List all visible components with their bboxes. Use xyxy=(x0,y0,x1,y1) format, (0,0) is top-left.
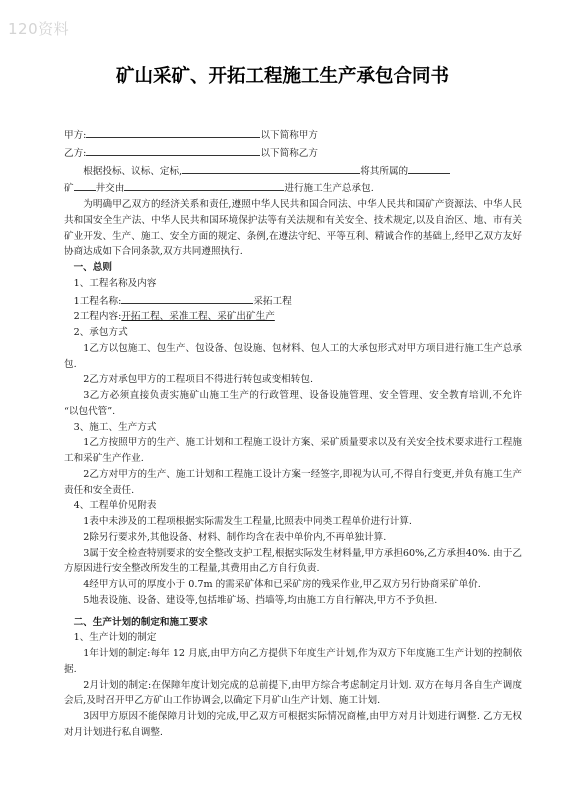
mine-blank[interactable] xyxy=(74,179,96,191)
intro-text: 矿 xyxy=(64,183,74,195)
intro-text: 井交由 xyxy=(95,183,125,195)
document-title: 矿山采矿、开拓工程施工生产承包合同书 xyxy=(115,66,449,87)
party-b-suffix: 以下简称乙方 xyxy=(260,147,318,159)
party-b-line xyxy=(64,144,522,162)
clause-paragraph: 3属于安全检查特别要求的安全整改支护工程,根据实际发生材料量,甲方承担60%,乙方承担40%. 由于乙方原因进行安全整改所发生的工程量,其费用由乙方自行负责. xyxy=(64,547,522,575)
intro-line-2 xyxy=(64,179,522,197)
section-2-1-title: 1、生产计划的制定 xyxy=(73,632,157,644)
clause-paragraph: 2月计划的制定:在保障年度计划完成的总前提下,由甲方综合考虑制定月计划. 双方在每月各自生产调度会后,及时召开甲乙方矿山工作协调会,以确定下月矿山生产计划、施工计划. xyxy=(64,679,522,707)
intro-text: 将其所属的 xyxy=(360,165,409,177)
clause-paragraph: 1年计划的制定:每年 12 月底,由甲方向乙方提供下年度生产计划,作为双方下年度施工生产计划的控制依据. xyxy=(64,648,522,675)
project-content-label: 2工程内容: xyxy=(73,311,122,323)
party-a-suffix: 以下简称甲方 xyxy=(260,130,318,141)
project-content-line xyxy=(64,309,522,325)
party-b-label: 乙方: xyxy=(64,147,87,159)
section-1-1-title: 1、工程名称及内容 xyxy=(73,277,157,289)
clause-paragraph: 3乙方必须直接负责实施矿山施工生产的行政管理、设备设施管理、安全管理、安全教育培训,不允许 “以包代管”. xyxy=(64,390,522,417)
owner-blank[interactable] xyxy=(408,162,450,174)
project-content-value: 开拓工程、采准工程、采矿出矿生产 xyxy=(121,311,275,323)
section-1-3-title: 3、施工、生产方式 xyxy=(73,421,157,433)
watermark: 120资料 xyxy=(8,20,70,38)
clause-paragraph: 5地表设施、设备、建设等,包括堆矿场、挡墙等,均由施工方自行解决,甲方不予负担. xyxy=(83,594,438,606)
section-1-4-title: 4、工程单价见附表 xyxy=(73,500,157,512)
project-name-line xyxy=(64,292,522,310)
intro-line-1 xyxy=(64,162,522,180)
party-a-label: 甲方: xyxy=(64,130,87,141)
project-name-blank[interactable] xyxy=(121,292,253,304)
clause-paragraph: 3因甲方原因不能保障月计划的完成,甲乙双方可根据实际情况商榷,由甲方对月计划进行调整. 乙方无权对月计划进行私自调整. xyxy=(64,711,522,738)
clause-paragraph: 1乙方以包施工、包生产、包设备、包设施、包材料、包人工的大承包形式对甲方项目进行施工生产总承包. xyxy=(64,342,522,370)
project-name-label: 1工程名称: xyxy=(73,295,122,307)
party-a-line xyxy=(64,126,522,144)
clause-paragraph: 1乙方按照甲方的生产、施工计划和工程施工设计方案、采矿质量要求以及有关安全技术要求进行工程施工和采矿生产作业. xyxy=(64,437,522,464)
clause-paragraph: 4经甲方认可的厚度小于 0.7m 的需采矿体和已采矿房的残采作业,甲乙双方另行协商采矿单价. xyxy=(83,579,481,590)
contractor-blank[interactable] xyxy=(124,179,284,191)
clause-paragraph: 1表中未涉及的工程项根据实际需发生工程量,比照表中同类工程单价进行计算. xyxy=(83,516,412,527)
clause-paragraph: 2除另行要求外,其他设备、材料、制作均含在表中单价内,不再单独计算. xyxy=(83,531,387,543)
party-b-blank[interactable] xyxy=(86,144,260,156)
clause-paragraph: 2乙方对甲方的生产、施工计划和工程施工设计方案一经签字,即视为认可,不得自行变更,并负有施工生产责任和安全责任. xyxy=(64,468,522,496)
party-a-blank[interactable] xyxy=(86,126,260,138)
intro-paragraph: 为明确甲乙双方的经济关系和责任,遵照中华人民共和国合同法、中华人民共和国矿产资源法、中华人民共和国安全生产法、中华人民共和国环境保护法等有关法规和有关安全、技术规定,以及自治区、地、市有关矿业开发、生产、施工、安全方面的规定、条例,在遵法守纪、平等互利、精诚合作的基础上,经甲乙双方友好协商达成如下合同条款,双方共同遵照执行. xyxy=(64,199,522,258)
project-name-value: 采拓工程 xyxy=(253,295,292,307)
intro-text: 进行施工生产总承包. xyxy=(284,183,374,195)
section-2-heading: 二、生产计划的制定和施工要求 xyxy=(73,616,208,628)
clause-paragraph: 2乙方对承包甲方的工程项目不得进行转包或变相转包. xyxy=(83,374,313,386)
section-1-heading: 一、总则 xyxy=(73,262,112,273)
section-1-2-title: 2、承包方式 xyxy=(73,327,128,338)
intro-text: 根据投标、议标、定标, xyxy=(83,165,183,177)
tender-blank[interactable] xyxy=(182,162,360,174)
document-body xyxy=(64,126,522,741)
